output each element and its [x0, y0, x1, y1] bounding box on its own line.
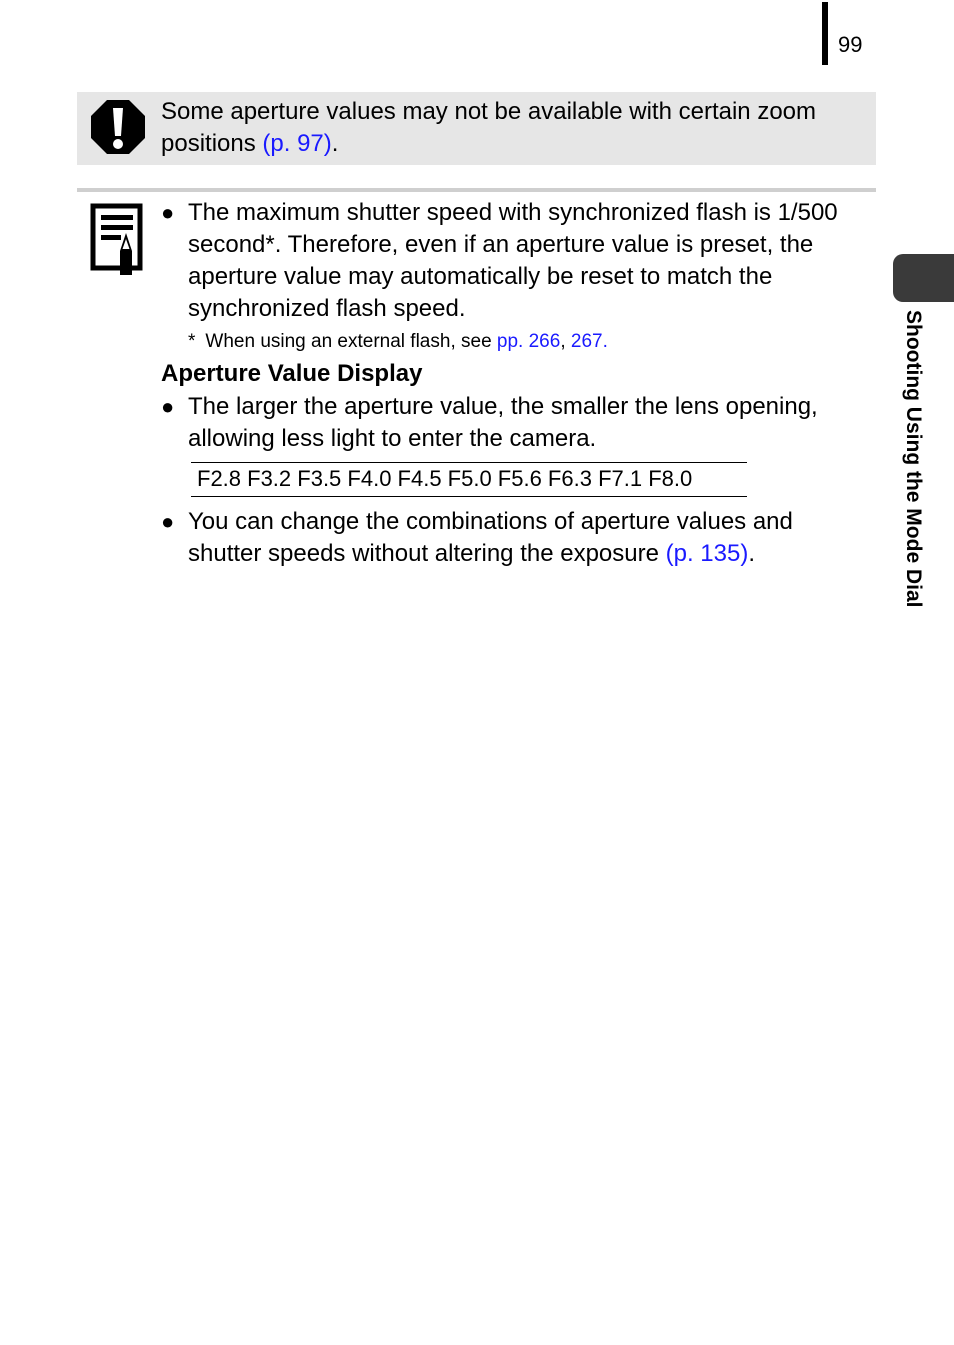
page-number: 99 [838, 32, 863, 57]
footnote: * When using an external flash, see pp. 266, 267. [188, 331, 608, 352]
bullet-text: You can change the combinations of aperture values and shutter speeds without altering the exposure (p. 135). [188, 508, 793, 567]
bullet-text: The maximum shutter speed with synchronized flash is 1/500 second*. Therefore, even if an aperture value is preset, the aperture value may automatically be reset to match the synchronized flash speed. [188, 199, 838, 322]
bullet-dot: ● [161, 394, 175, 419]
caution-text: Some aperture values may not be available with certain zoom positions (p. 97). [161, 98, 817, 157]
section-heading: Aperture Value Display [161, 360, 423, 387]
footnote-link-267[interactable]: 267 [570, 331, 603, 352]
chapter-tab [893, 254, 954, 302]
page-number-bar [822, 2, 828, 65]
section-divider [77, 188, 876, 192]
aperture-value-table [191, 462, 747, 497]
chapter-label: Shooting Using the Mode Dial [902, 310, 925, 608]
bullet-dot: ● [161, 509, 175, 534]
bullet-dot: ● [161, 200, 175, 225]
caution-page-link[interactable]: (p. 97) [262, 130, 332, 157]
memo-icon [90, 203, 146, 275]
bullet-page-link[interactable]: (p. 135) [665, 540, 749, 567]
bullet-text: The larger the aperture value, the smaller the lens opening, allowing less light to enter the camera. [188, 393, 818, 452]
aperture-values: F2.8 F3.2 F3.5 F4.0 F4.5 F5.0 F5.6 F6.3 F7.1 F8.0 [197, 466, 693, 491]
footnote-link-266[interactable]: pp. 266 [496, 331, 561, 352]
caution-box [77, 92, 876, 165]
caution-icon [91, 100, 145, 154]
